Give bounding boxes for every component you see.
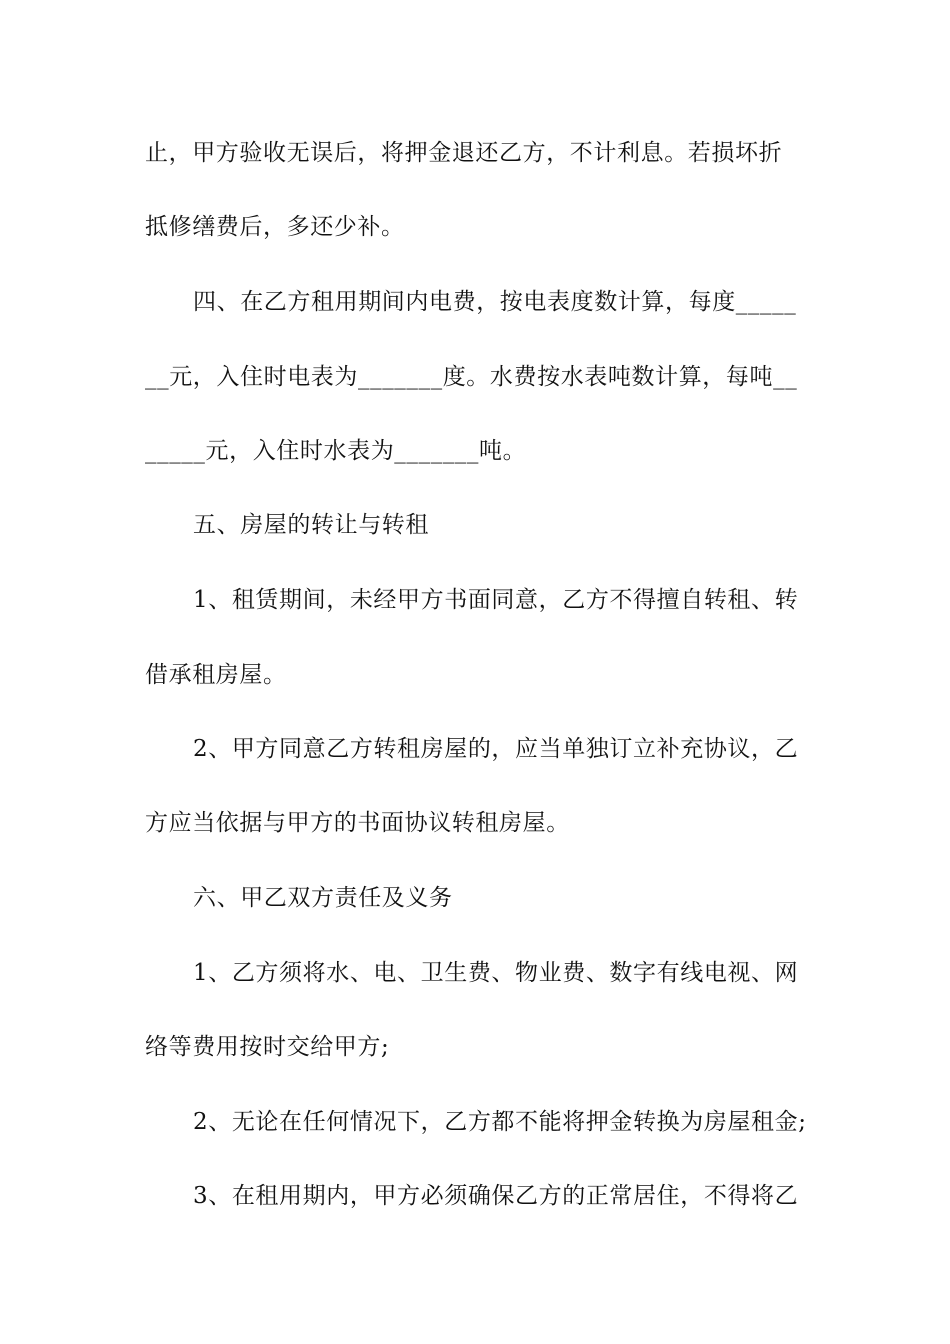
- paragraph-line: 抵修缮费后，多还少补。: [145, 214, 405, 240]
- paragraph-line: __元，入住时电表为_______度。水费按水表吨数计算，每吨__: [145, 364, 798, 390]
- paragraph-line: 2、无论在任何情况下，乙方都不能将押金转换为房屋租金;: [193, 1109, 807, 1135]
- section-heading: 六、甲乙双方责任及义务: [193, 885, 453, 911]
- paragraph-line: 借承租房屋。: [145, 662, 287, 688]
- paragraph-line: 1、乙方须将水、电、卫生费、物业费、数字有线电视、网: [193, 960, 799, 986]
- paragraph-line: _____元，入住时水表为_______吨。: [145, 438, 527, 464]
- paragraph-line: 络等费用按时交给甲方;: [145, 1034, 390, 1060]
- paragraph-line: 3、在租用期内，甲方必须确保乙方的正常居住，不得将乙: [193, 1183, 799, 1209]
- paragraph-line: 1、租赁期间，未经甲方书面同意，乙方不得擅自转租、转: [193, 587, 799, 613]
- paragraph-line: 止，甲方验收无误后，将押金退还乙方，不计利息。若损坏折: [145, 140, 783, 166]
- section-heading: 五、房屋的转让与转租: [193, 512, 429, 538]
- paragraph-line: 方应当依据与甲方的书面协议转租房屋。: [145, 810, 570, 836]
- paragraph-line: 2、甲方同意乙方转租房屋的，应当单独订立补充协议，乙: [193, 736, 799, 762]
- paragraph-line: 四、在乙方租用期间内电费，按电表度数计算，每度_____: [193, 289, 797, 315]
